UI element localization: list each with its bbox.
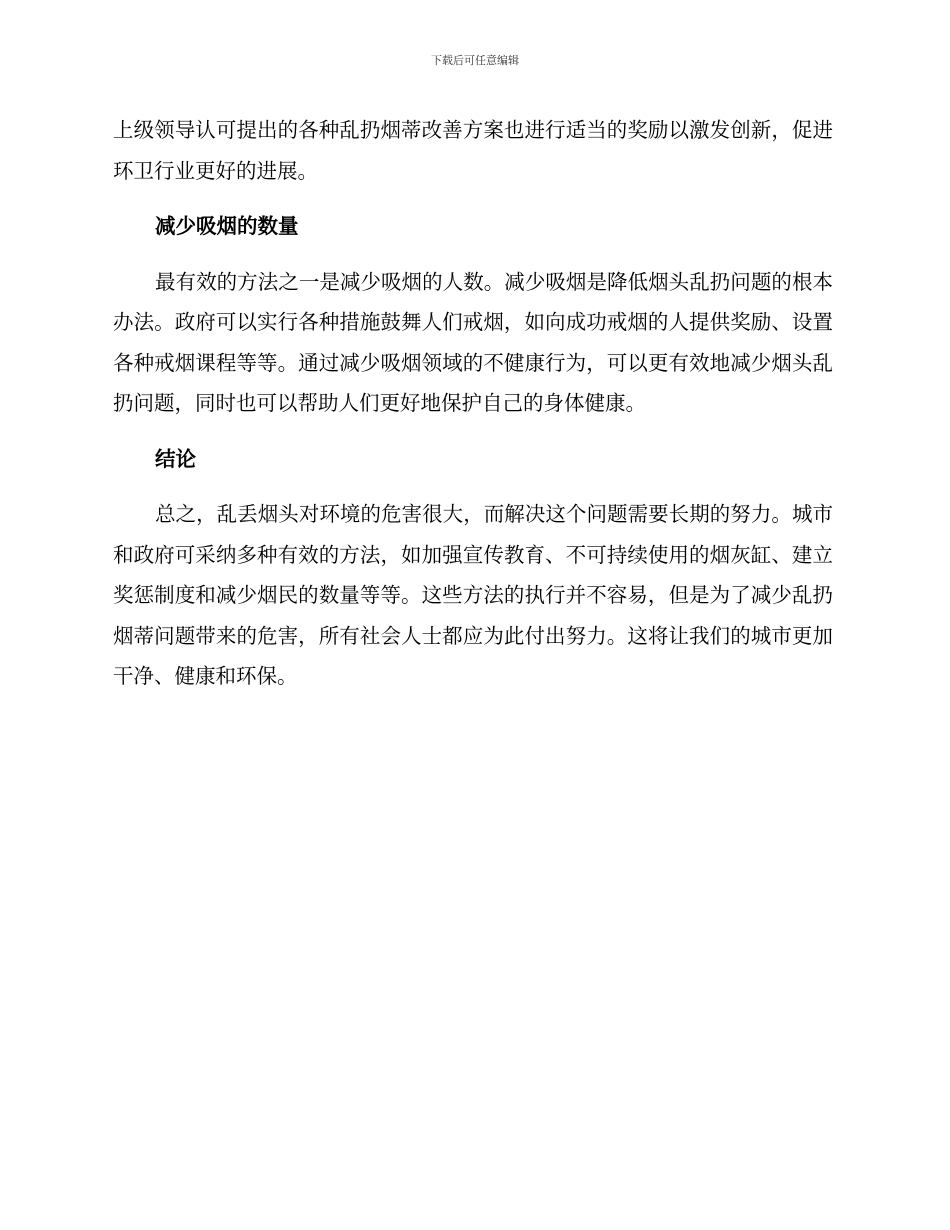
intro-paragraph: 上级领导认可提出的各种乱扔烟蒂改善方案也进行适当的奖励以激发创新，促进环卫行业更好的进展。 <box>113 118 833 183</box>
document-body <box>113 110 833 697</box>
section-heading-conclusion: 结论 <box>155 446 196 471</box>
page-header-note: 下载后可任意编辑 <box>431 54 519 67</box>
section-heading-reduce-smoking: 减少吸烟的数量 <box>155 214 299 238</box>
section-paragraph-conclusion: 总之，乱丢烟头对环境的危害很大，而解决这个问题需要长期的努力。城市和政府可采纳多种有效的方法，如加强宣传教育、不可持续使用的烟灰缸、建立奖惩制度和减少烟民的数量等等。这些方法的执行并不容易，但是为了减少乱扔烟蒂问题带来的危害，所有社会人士都应为此付出努力。这将让我们的城市更加干净、健康和环保。 <box>113 502 833 688</box>
section-paragraph-reduce-smoking: 最有效的方法之一是减少吸烟的人数。减少吸烟是降低烟头乱扔问题的根本办法。政府可以实行各种措施鼓舞人们戒烟，如向成功戒烟的人提供奖励、设置各种戒烟课程等等。通过减少吸烟领域的不健康行为，可以更有效地减少烟头乱扔问题，同时也可以帮助人们更好地保护自己的身体健康。 <box>113 269 833 415</box>
